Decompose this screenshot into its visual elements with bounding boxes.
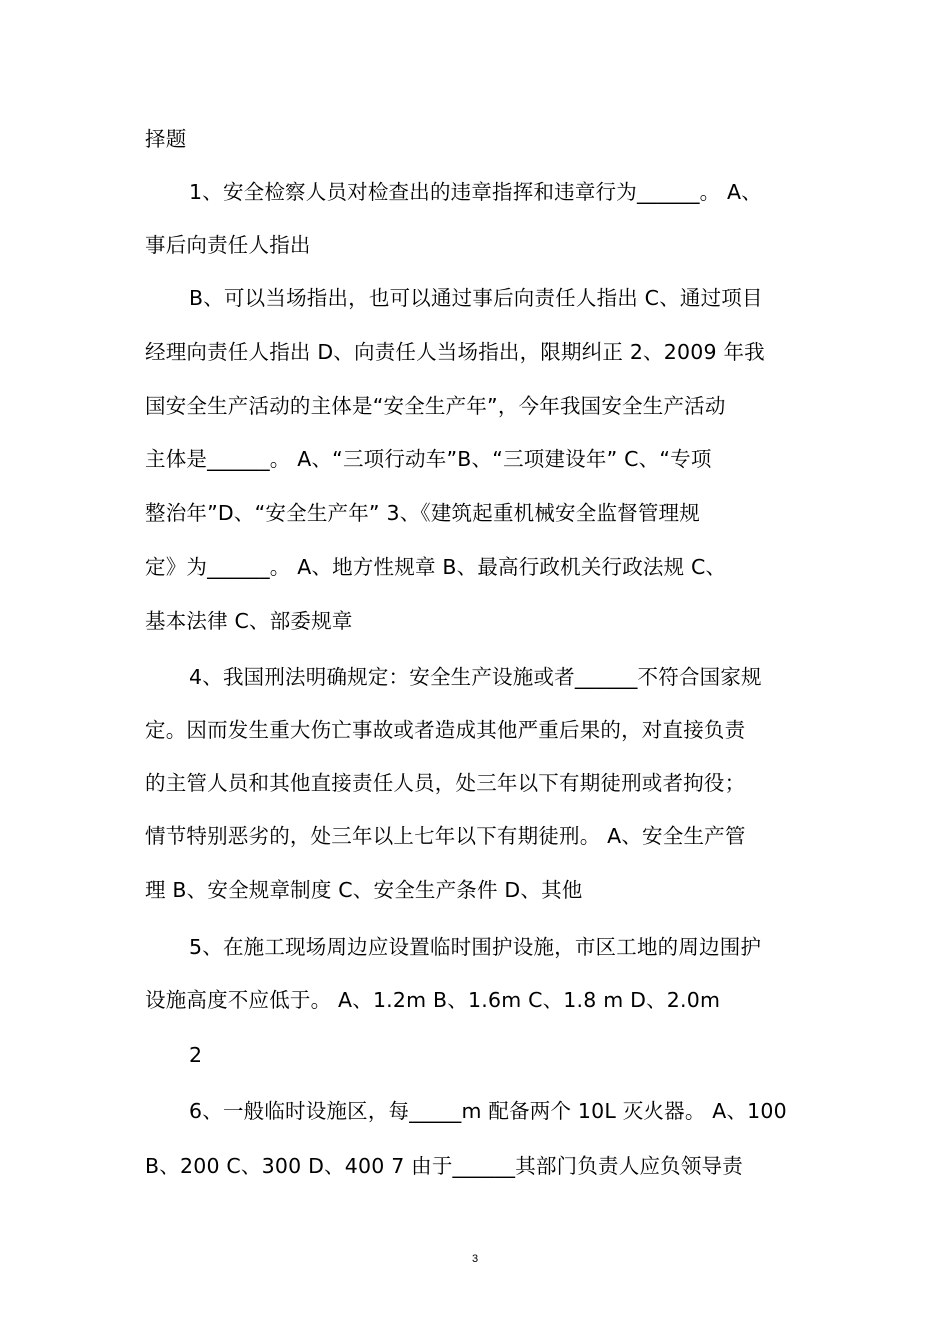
text-line: 定。因而发生重大伤亡事故或者造成其他严重后果的，对直接负责 bbox=[145, 718, 746, 742]
text-line: 基本法律 C、部委规章 bbox=[145, 609, 353, 633]
page-number: 3 bbox=[471, 1253, 479, 1265]
text-line: 的主管人员和其他直接责任人员，处三年以下有期徒刑或者拘役； bbox=[145, 771, 746, 795]
text-line: 事后向责任人指出 bbox=[145, 233, 311, 257]
text-line: 主体是______。 A、“三项行动车”B、“三项建设年” C、“专项 bbox=[145, 447, 712, 471]
text-line: 4、我国刑法明确规定：安全生产设施或者______不符合国家规 bbox=[189, 665, 762, 689]
text-line: 整治年”D、“安全生产年” 3、《建筑起重机械安全监督管理规 bbox=[145, 501, 700, 525]
text-line: 5、在施工现场周边应设置临时围护设施，市区工地的周边围护 bbox=[189, 935, 762, 959]
text-line: 1、安全检察人员对检查出的违章指挥和违章行为______。 A、 bbox=[189, 180, 762, 204]
text-line: 情节特别恶劣的，处三年以上七年以下有期徒刑。 A、安全生产管 bbox=[145, 824, 746, 848]
text-line: 择题 bbox=[145, 127, 187, 151]
text-line: 定》为______。 A、地方性规章 B、最高行政机关行政法规 C、 bbox=[145, 555, 727, 579]
text-line: 经理向责任人指出 D、向责任人当场指出，限期纠正 2、2009 年我 bbox=[145, 340, 765, 364]
text-line: 2 bbox=[189, 1043, 203, 1067]
text-line: 设施高度不应低于。 A、1.2m B、1.6m C、1.8 m D、2.0m bbox=[145, 988, 721, 1012]
text-line: 理 B、安全规章制度 C、安全生产条件 D、其他 bbox=[145, 878, 583, 902]
text-line: 6、一般临时设施区，每_____m 配备两个 10L 灭火器。 A、100 bbox=[189, 1099, 787, 1123]
text-line: B、200 C、300 D、400 7 由于______其部门负责人应负领导责 bbox=[145, 1154, 743, 1178]
text-line: 国安全生产活动的主体是“安全生产年”，今年我国安全生产活动 bbox=[145, 394, 726, 418]
text-line: B、可以当场指出，也可以通过事后向责任人指出 C、通过项目 bbox=[189, 286, 763, 310]
